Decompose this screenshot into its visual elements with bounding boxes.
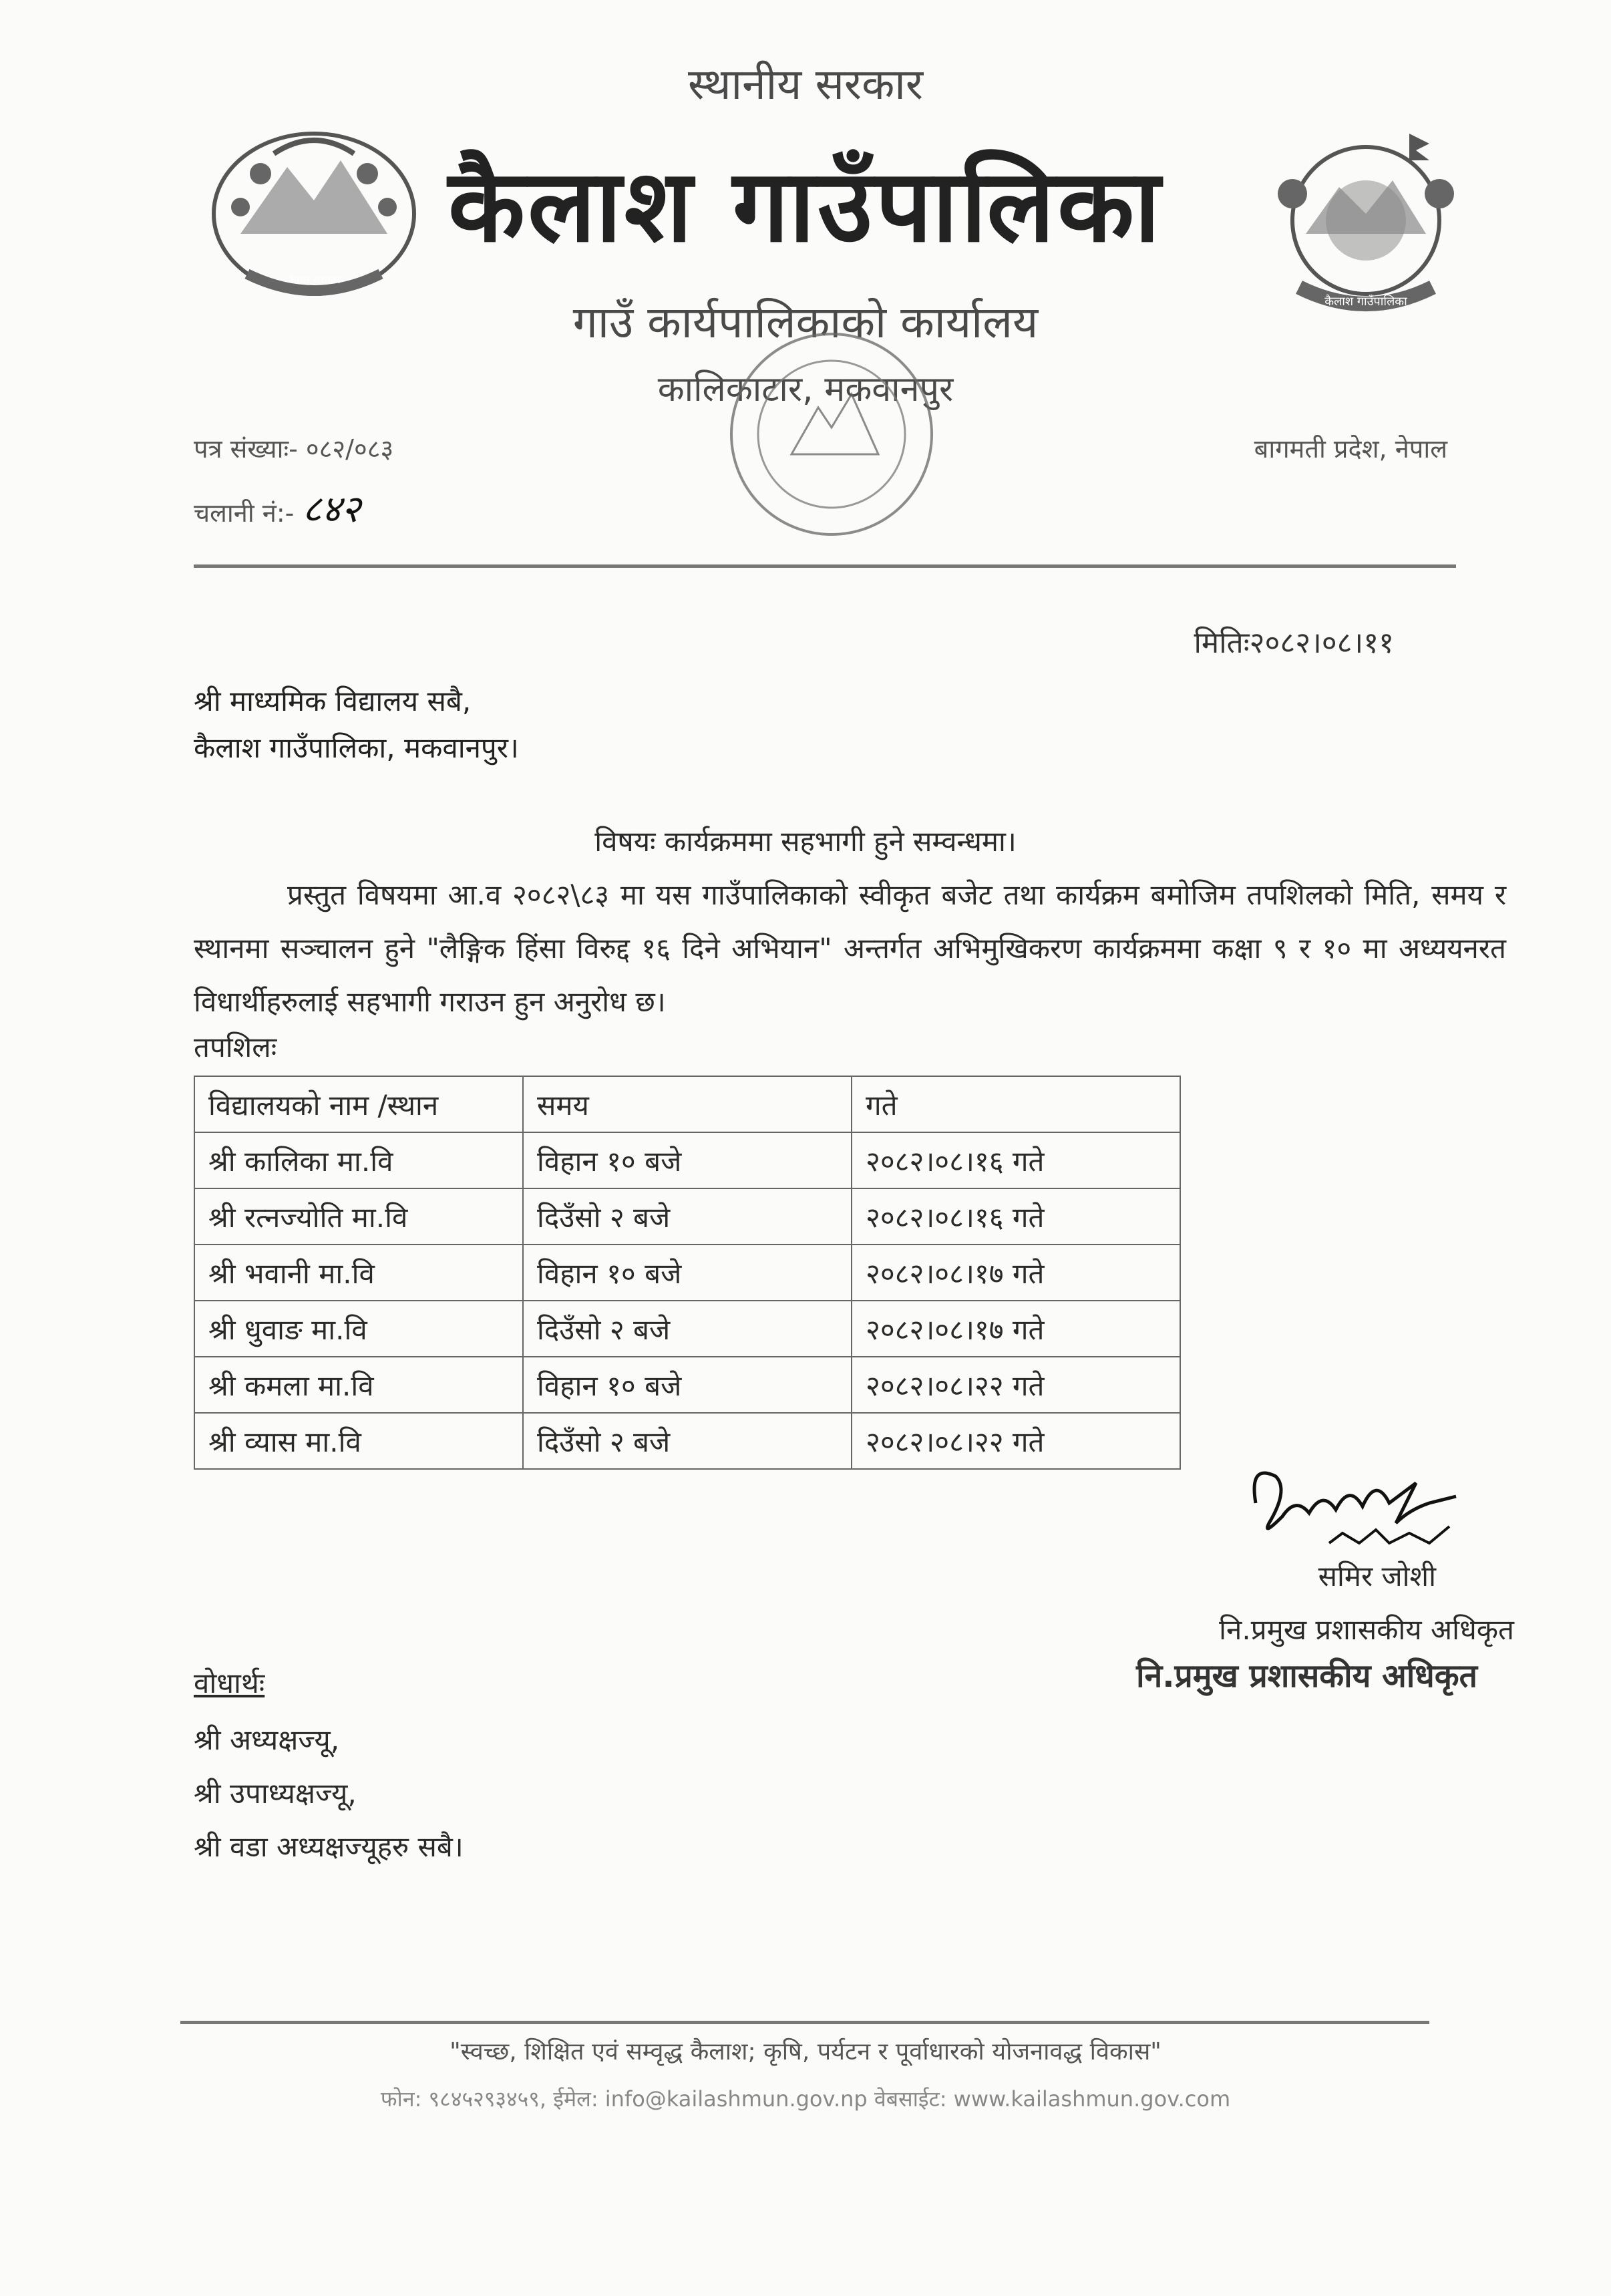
signature-icon — [1242, 1450, 1469, 1563]
office-seal-icon — [725, 327, 938, 541]
footer-divider — [180, 2021, 1429, 2024]
table-row — [194, 1245, 1180, 1301]
cc-item: श्री उपाध्यक्षज्यू, — [194, 1777, 357, 1810]
table-cell: दिउँसो २ बजे — [523, 1301, 852, 1357]
addressee-line-1: श्री माध्यमिक विद्यालय सबै, — [194, 685, 472, 717]
office-name: गाउँ कार्यपालिकाको कार्यालय — [572, 297, 1039, 348]
cc-item: श्री अध्यक्षज्यू, — [194, 1724, 340, 1756]
table-cell: श्री भवानी मा.वि — [194, 1245, 523, 1301]
table-row — [194, 1188, 1180, 1245]
table-row — [194, 1413, 1180, 1469]
letter-body — [194, 868, 1506, 1029]
table-header: विद्यालयको नाम /स्थान — [194, 1076, 523, 1132]
emblem-left-label: नेपाल सरकार — [287, 273, 341, 286]
table-cell: श्री कमला मा.वि — [194, 1357, 523, 1413]
title-stamp: नि.प्रमुख प्रशासकीय अधिकृत — [1136, 1657, 1477, 1695]
letter-date: मितिः२०८२।०८।११ — [1194, 626, 1394, 660]
cc-label: वोधार्थः — [194, 1667, 265, 1699]
table-row — [194, 1301, 1180, 1357]
table-cell: विहान १० बजे — [523, 1357, 852, 1413]
province-label: बागमती प्रदेश, नेपाल — [1254, 434, 1447, 464]
schedule-table — [194, 1076, 1181, 1470]
letter-reference-no: पत्र संख्याः- ०८२/०८३ — [194, 434, 394, 464]
cc-item: श्री वडा अध्यक्षज्यूहरु सबै। — [194, 1830, 464, 1863]
table-row — [194, 1357, 1180, 1413]
table-cell: २०८२।०८।१७ गते — [852, 1301, 1180, 1357]
table-cell: २०८२।०८।१६ गते — [852, 1132, 1180, 1188]
table-header: समय — [523, 1076, 852, 1132]
body-text: प्रस्तुत विषयमा आ.व २०८२\८३ मा यस गाउँपालिकाको स्वीकृत बजेट तथा कार्यक्रम बमोजिम तपशिलको मिति, समय र स्थानमा सञ्चालन हुने "लैङ्गिक हिंसा विरुद्द १६ दिने अभियान" अन्तर्गत अभिमुखिकरण कार्यक्रममा कक्षा ९ र १० मा अध्ययनरत विधार्थीहरुलाई सहभागी गराउन हुन अनुरोध छ। — [194, 878, 1506, 1018]
emblem-right-label: कैलाश गाउँपालिका — [1324, 295, 1407, 309]
local-gov-label: स्थानीय सरकार — [688, 60, 923, 110]
table-cell: २०८२।०८।१६ गते — [852, 1188, 1180, 1245]
dispatch-label: चलानी नं:- — [194, 498, 295, 528]
table-cell: श्री रत्नज्योति मा.वि — [194, 1188, 523, 1245]
table-cell: २०८२।०८।२२ गते — [852, 1357, 1180, 1413]
page-title: कैलाश गाउँपालिका — [448, 148, 1164, 265]
header-divider — [194, 564, 1456, 568]
table-header-row — [194, 1076, 1180, 1132]
addressee-line-2: कैलाश गाउँपालिका, मकवानपुर। — [194, 731, 519, 764]
letter-subject: विषयः कार्यक्रममा सहभागी हुने सम्वन्धमा। — [594, 825, 1017, 858]
footer-motto: "स्वच्छ, शिक्षित एवं सम्वृद्ध कैलाश; कृषि, पर्यटन र पूर्वाधारको योजनावद्ध विकास" — [450, 2038, 1161, 2066]
table-cell: श्री धुवाङ मा.वि — [194, 1301, 523, 1357]
table-cell: श्री व्यास मा.वि — [194, 1413, 523, 1469]
dispatch-value: ८४२ — [302, 488, 361, 531]
table-cell: दिउँसो २ बजे — [523, 1413, 852, 1469]
table-cell: विहान १० बजे — [523, 1132, 852, 1188]
tapashil-label: तपशिलः — [194, 1031, 277, 1063]
table-cell: दिउँसो २ बजे — [523, 1188, 852, 1245]
table-cell: विहान १० बजे — [523, 1245, 852, 1301]
table-header: गते — [852, 1076, 1180, 1132]
office-address: कालिकाटार, मकवानपुर — [657, 369, 954, 409]
signatory-name: समिर जोशी — [1318, 1560, 1436, 1593]
dispatch-number — [194, 482, 361, 533]
table-row — [194, 1132, 1180, 1188]
footer-contact: फोन: ९८४५२९३४५९, ईमेल: info@kailashmun.gov.np वेबसाईट: www.kailashmun.gov.com — [380, 2086, 1231, 2112]
table-cell: २०८२।०८।१७ गते — [852, 1245, 1180, 1301]
signatory-title: नि.प्रमुख प्रशासकीय अधिकृत — [1219, 1613, 1514, 1646]
table-cell: श्री कालिका मा.वि — [194, 1132, 523, 1188]
table-cell: २०८२।०८।२२ गते — [852, 1413, 1180, 1469]
